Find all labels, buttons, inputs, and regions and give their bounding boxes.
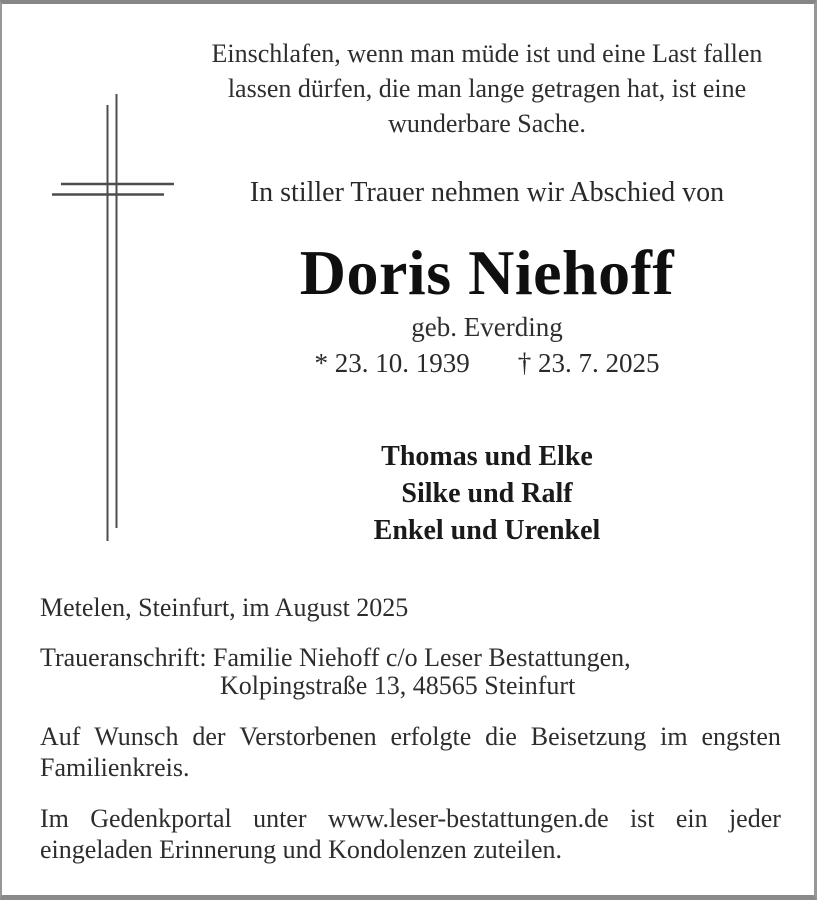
epitaph-quote-line: lassen dürfen, die man lange getragen hat, ist eine [227,74,747,103]
epitaph-quote-line: wunderbare Sache. [388,109,586,138]
mourning-address-line2: Kolpingstraße 13, 48565 Steinfurt [220,671,576,700]
memorial-portal-line1: Im Gedenkportal unter www.leser-bestattungen.de ist ein jeder [40,804,781,833]
mourning-address [40,644,781,700]
maiden-name: geb. Everding [411,312,563,342]
deceased-name: Doris Niehoff [299,237,675,308]
epitaph-quote-line: Einschlafen, wenn man müde ist und eine Last fallen [211,39,763,68]
place-date-line: Metelen, Steinfurt, im August 2025 [40,593,409,622]
burial-note-line1: Auf Wunsch der Verstorbenen erfolgte die Beisetzung im engsten [40,722,781,751]
mourning-address-line1: Traueranschrift: Familie Niehoff c/o Leser Bestattungen, [40,643,631,672]
burial-note-line2: Familienkreis. [40,753,190,782]
death-date: † 23. 7. 2025 [517,348,660,378]
memorial-portal-note [40,803,781,865]
memorial-portal-line2: eingeladen Erinnerung und Kondolenzen zuteilen. [40,835,562,864]
mourners-list [147,438,817,549]
birth-date: * 23. 10. 1939 [314,348,470,378]
mourner-line: Enkel und Urenkel [373,515,601,546]
life-dates [147,348,817,379]
epitaph-quote [147,36,817,141]
mourner-line: Silke und Ralf [401,478,573,509]
intro-line: In stiller Trauer nehmen wir Abschied von [249,177,725,208]
mourner-line: Thomas und Elke [381,441,593,472]
burial-note [40,721,781,783]
